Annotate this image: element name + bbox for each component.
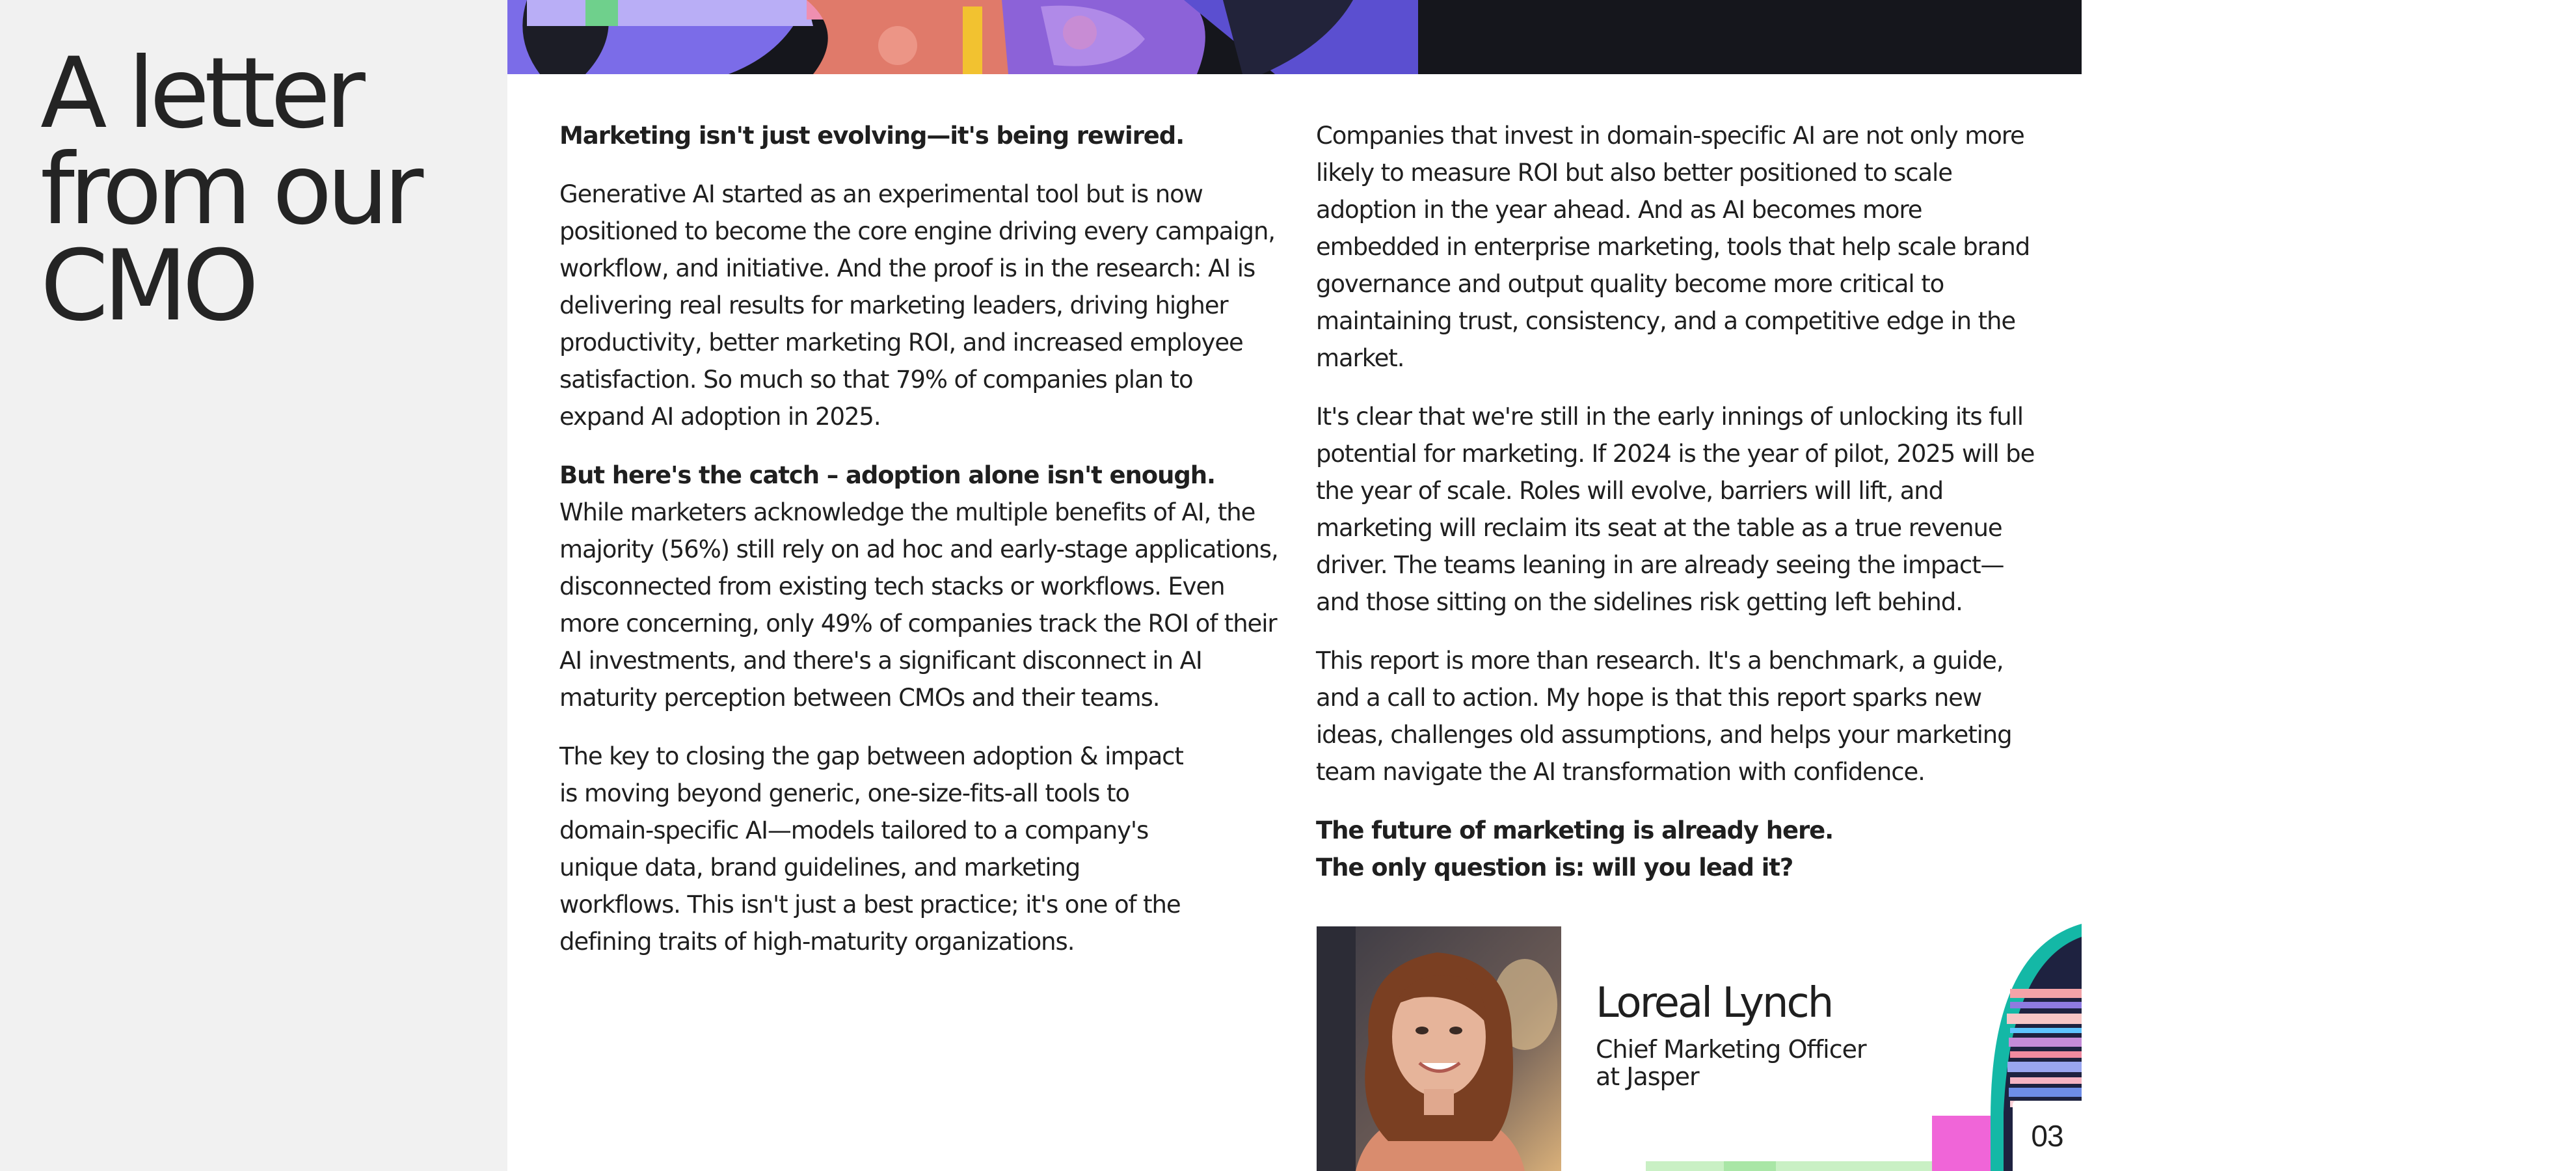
logo-text: Jasper bbox=[2312, 16, 2430, 59]
banner-artwork bbox=[507, 0, 1418, 74]
letter-paragraph: Generative AI started as an experimental tool but is now positioned to become the core engine driving every campaign, workflow, and initiative. And the proof is in the research: AI is delivering real results for marketing leaders, driving higher productivity, better marketing ROI, and increased employee satisfaction. So much so that 79% of companies plan to expand AI adoption in 2025. bbox=[559, 180, 1275, 431]
page-title: A letter from our CMO bbox=[40, 37, 419, 343]
letter-paragraph: This report is more than research. It's a benchmark, a guide, and a call to action. My hope is that this report sparks new ideas, challenges old assumptions, and helps your marketing team navigate the AI transformation with confidence. bbox=[1316, 647, 2012, 786]
closing-line-1: The future of marketing is already here. bbox=[1316, 816, 1834, 844]
header-banner bbox=[507, 0, 2568, 74]
smile-logo-icon bbox=[2264, 17, 2304, 57]
role-title: Chief Marketing Officer bbox=[1596, 1035, 1866, 1064]
lead-sentence: Marketing isn't just evolving—it's being rewired. bbox=[559, 122, 1185, 150]
letter-paragraph bbox=[559, 457, 1281, 716]
jasper-logo bbox=[2264, 14, 2430, 60]
page-number: 03 bbox=[2013, 1101, 2082, 1171]
letter-paragraph: The key to closing the gap between adoption & impact is moving beyond generic, one-size-fits-all tools to domain-specific AI—models tailored to a company's unique data, brand guidelines, and marketing workflows. This isn't just a best practice; it's one of the defining traits of high-maturity organizations. bbox=[559, 742, 1183, 956]
sidebar-panel bbox=[0, 0, 507, 1171]
report-title-tag: The State of AI in Marketing 2025 bbox=[2446, 21, 2568, 56]
role-company: at Jasper bbox=[1596, 1062, 1699, 1091]
letter-paragraph bbox=[559, 117, 1281, 154]
letter-paragraph: It's clear that we're still in the early innings of unlocking its full potential for marketing. If 2024 is the year of pilot, 2025 will be the year of scale. Roles will evolve, barriers will lift, and marketing will reclaim its seat at the table as a true revenue driver. The teams leaning in are already seeing the impact—and those sitting on the sidelines risk getting left behind. bbox=[1316, 403, 2035, 616]
signature-name: Loreal Lynch bbox=[1596, 979, 1832, 1027]
letter-column-right bbox=[1316, 117, 2045, 908]
letter-paragraph: Companies that invest in domain-specific AI are not only more likely to measure ROI but also better positioned to scale adoption in the year ahead. And as AI becomes more embedded in enterprise marketing, tools that help scale brand governance and output quality become more critical to maintaining trust, consistency, and a competitive edge in the market. bbox=[1316, 122, 2030, 372]
catch-body: While marketers acknowledge the multiple benefits of AI, the majority (56%) still rely on ad hoc and early-stage applications, disconnected from existing tech stacks or workflows. Even more concerning, only 49% of companies track the ROI of their AI investments, and there's a significant disconnect in AI maturity perception between CMOs and their teams. bbox=[559, 498, 1278, 712]
closing-statement bbox=[1316, 812, 2045, 886]
closing-line-2: The only question is: will you lead it? bbox=[1316, 854, 1793, 882]
letter-column-left bbox=[559, 117, 1281, 982]
cmo-portrait-photo bbox=[1317, 926, 1561, 1171]
catch-sentence: But here's the catch – adoption alone isn't enough. bbox=[559, 461, 1215, 489]
